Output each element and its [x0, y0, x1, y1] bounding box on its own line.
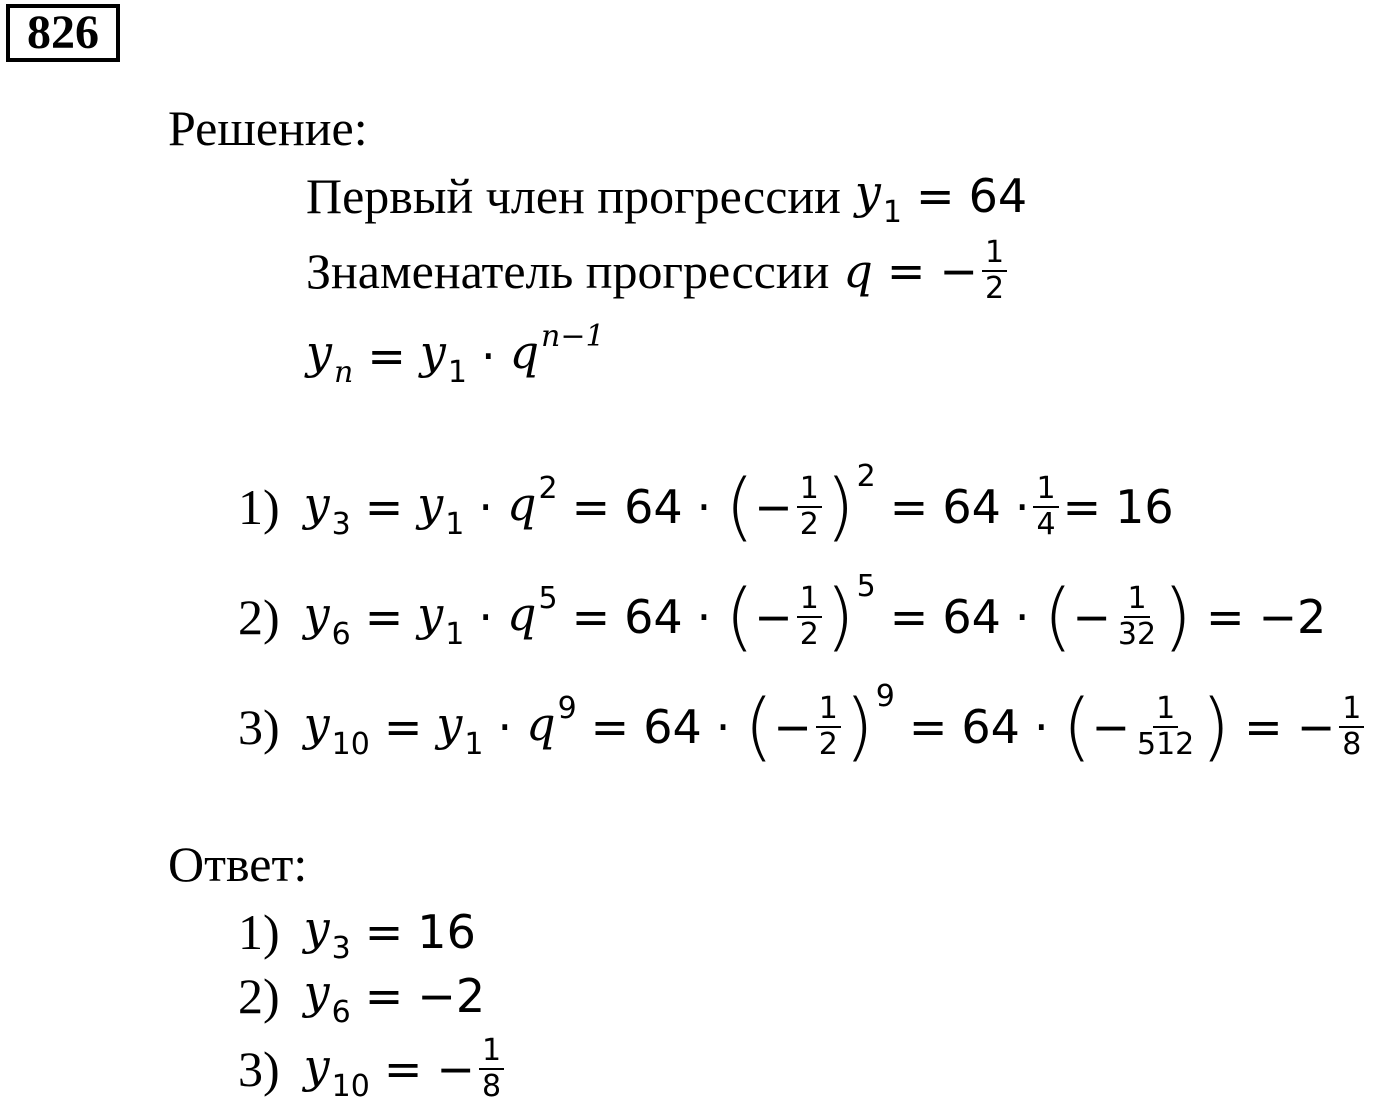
answer-2: 2) $y_6$ = −2 — [238, 965, 486, 1030]
ratio-fraction: $\frac{1}{2}$ — [982, 236, 1007, 306]
first-term-line: Первый член прогрессии $y_1$ = 64 — [306, 165, 1028, 230]
answer-3: 3) $y_{10}$ = − $\frac{1}{8}$ — [238, 1034, 508, 1104]
step-2: 2) $y_6$ = $y_1$ · $q^5$ = 64 · ( − $\frac{1}{2}$ ) $^5$ = 64 · ( − $\frac{1}{32}$ ) = −2 — [238, 568, 1327, 660]
first-term-text: Первый член прогрессии — [306, 167, 841, 224]
step-1: 1) $y_3$ = $y_1$ · $q^2$ = 64 · ( − $\frac{1}{2}$ ) $^2$ = 64 · $\frac{1}{4}$ = 16 — [238, 458, 1174, 550]
step-3: 3) $y_{10}$ = $y_1$ · $q^9$ = 64 · ( − $\frac{1}{2}$ ) $^9$ = 64 · ( − $\frac{1}{512}$ ) = − $\frac{1}{8}$ — [238, 692, 1368, 762]
answer-label: Ответ: — [168, 836, 308, 892]
ratio-text: Знаменатель прогрессии — [306, 243, 830, 299]
answer-1: 1) $y_3$ = 16 — [238, 901, 476, 966]
formula-exponent: n−1 — [541, 319, 605, 354]
problem-number: 826 — [6, 4, 120, 62]
ratio-line: Знаменатель прогрессии q = − $\frac{1}{2}$ — [306, 236, 1011, 306]
general-formula: $y_n$ = $y_1$ · $q^{n-1}$ — [306, 319, 605, 390]
solution-label: Решение: — [168, 100, 368, 156]
first-term-value: 64 — [968, 168, 1028, 223]
